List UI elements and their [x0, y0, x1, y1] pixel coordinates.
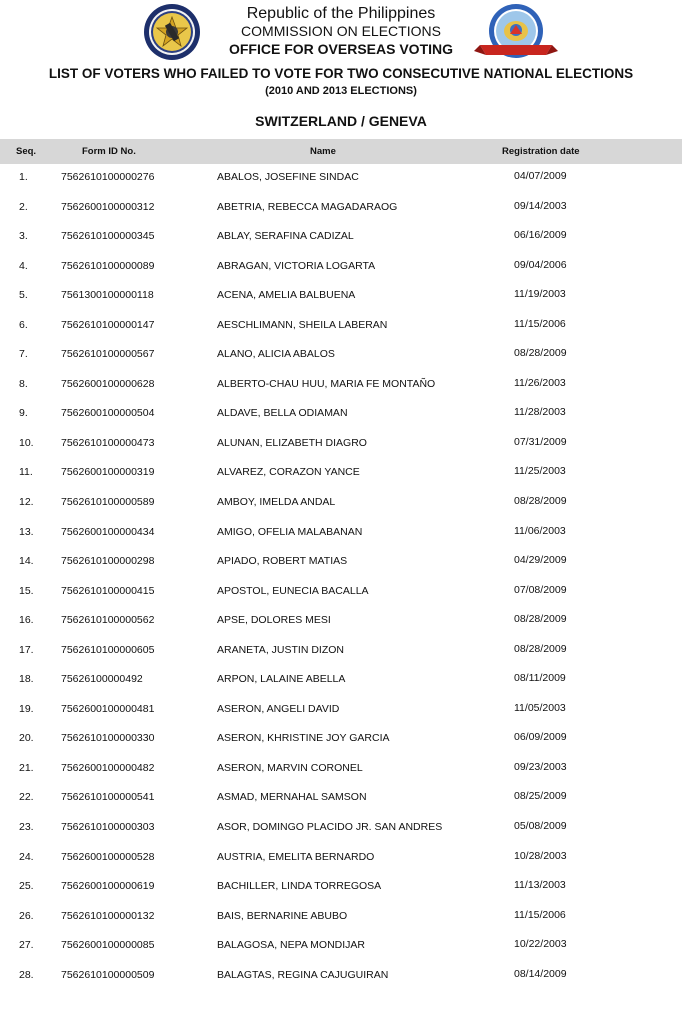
form-id-cell: 7562600100000528 [61, 850, 155, 863]
registration-date-cell: 06/09/2009 [514, 731, 567, 744]
registration-date-cell: 08/28/2009 [514, 495, 567, 508]
seq-cell: 7. [19, 348, 28, 361]
table-header [0, 139, 682, 164]
table-row [0, 814, 682, 844]
name-cell: ABALOS, JOSEFINE SINDAC [217, 171, 359, 183]
name-cell: ARPON, LALAINE ABELLA [217, 673, 346, 686]
registration-date-cell: 08/11/2009 [514, 672, 566, 685]
table-row [0, 282, 682, 312]
table-row [0, 489, 682, 519]
table-row [0, 696, 682, 726]
table-row [0, 223, 682, 253]
name-cell: AUSTRIA, EMELITA BERNARDO [217, 850, 375, 863]
table-row [0, 844, 682, 874]
organization-block [200, 4, 482, 58]
table-row [0, 607, 682, 637]
location-heading: SWITZERLAND / GENEVA [255, 113, 427, 129]
seq-cell: 11. [19, 466, 33, 479]
form-id-cell: 7562600100000319 [61, 466, 155, 479]
name-cell: ABLAY, SERAFINA CADIZAL [217, 230, 354, 243]
table-row [0, 903, 682, 933]
table-row [0, 725, 682, 755]
table-row [0, 548, 682, 578]
seq-cell: 3. [19, 230, 28, 243]
registration-date-cell: 11/15/2006 [514, 317, 566, 330]
table-row [0, 666, 682, 696]
registration-date-cell: 08/14/2009 [514, 967, 567, 980]
name-cell: BAIS, BERNARINE ABUBO [217, 909, 348, 922]
name-cell: APSE, DOLORES MESI [217, 614, 331, 627]
name-cell: AESCHLIMANN, SHEILA LABERAN [217, 318, 388, 331]
seq-cell: 27. [19, 939, 34, 952]
form-id-cell: 7561300100000118 [61, 289, 154, 302]
form-id-cell: 7562610100000330 [61, 732, 155, 745]
seq-cell: 21. [19, 761, 34, 774]
voter-table-body [0, 164, 682, 991]
form-id-cell: 7562610100000541 [61, 791, 155, 804]
seq-cell: 10. [19, 436, 34, 449]
registration-date-cell: 11/15/2006 [514, 908, 566, 921]
registration-date-cell: 09/04/2006 [514, 258, 567, 271]
name-cell: ARANETA, JUSTIN DIZON [217, 643, 344, 656]
registration-date-cell: 11/25/2003 [514, 465, 566, 478]
name-cell: AMBOY, IMELDA ANDAL [217, 496, 336, 509]
registration-date-cell: 08/28/2009 [514, 613, 567, 626]
registration-date-cell: 04/29/2009 [514, 554, 567, 567]
seq-cell: 2. [19, 200, 28, 213]
form-id-cell: 7562600100000619 [61, 880, 155, 893]
document-subtitle: (2010 AND 2013 ELECTIONS) [265, 85, 417, 97]
table-row [0, 341, 682, 371]
name-cell: ALANO, ALICIA ABALOS [217, 348, 335, 361]
oov-seal-icon [474, 3, 558, 63]
seq-cell: 12. [19, 496, 34, 509]
seq-cell: 28. [19, 968, 34, 981]
form-id-cell: 7562610100000147 [61, 318, 155, 331]
name-cell: ABETRIA, REBECCA MAGADARAOG [217, 200, 398, 213]
seq-cell: 16. [19, 614, 34, 627]
form-id-cell: 7562610100000345 [61, 230, 155, 243]
form-id-cell: 7562610100000509 [61, 968, 155, 981]
seq-cell: 5. [19, 289, 28, 302]
table-row [0, 459, 682, 489]
registration-date-cell: 11/05/2003 [514, 701, 566, 714]
name-cell: ABRAGAN, VICTORIA LOGARTA [217, 259, 376, 272]
name-cell: ASOR, DOMINGO PLACIDO JR. SAN ANDRES [217, 821, 443, 834]
column-header-form-id: Form ID No. [82, 146, 136, 157]
column-header-seq: Seq. [16, 146, 37, 157]
name-cell: AMIGO, OFELIA MALABANAN [217, 525, 363, 538]
seq-cell: 8. [19, 377, 28, 390]
seq-cell: 18. [19, 673, 34, 686]
seq-cell: 4. [19, 259, 28, 272]
seq-cell: 19. [19, 702, 34, 715]
form-id-cell: 7562610100000473 [61, 436, 155, 449]
column-header-name: Name [310, 146, 336, 157]
form-id-cell: 7562600100000312 [61, 200, 155, 213]
registration-date-cell: 07/08/2009 [514, 583, 567, 596]
name-cell: APIADO, ROBERT MATIAS [217, 555, 348, 568]
form-id-cell: 7562610100000589 [61, 496, 155, 509]
form-id-cell: 7562610100000276 [61, 171, 155, 183]
registration-date-cell: 10/22/2003 [514, 938, 567, 951]
registration-date-cell: 10/28/2003 [514, 849, 567, 862]
name-cell: ALDAVE, BELLA ODIAMAN [217, 407, 348, 420]
seq-cell: 22. [19, 791, 34, 804]
name-cell: ALVAREZ, CORAZON YANCE [217, 466, 360, 479]
form-id-cell: 7562600100000085 [61, 939, 155, 952]
form-id-cell: 75626100000492 [61, 673, 143, 686]
table-row [0, 755, 682, 785]
seq-cell: 26. [19, 909, 34, 922]
table-row [0, 164, 682, 194]
document-title: LIST OF VOTERS WHO FAILED TO VOTE FOR TWO CONSECUTIVE NATIONAL ELECTIONS [48, 66, 634, 81]
name-cell: APOSTOL, EUNECIA BACALLA [217, 584, 369, 597]
registration-date-cell: 09/14/2003 [514, 199, 567, 212]
comelec-seal-icon [143, 3, 201, 61]
registration-date-cell: 05/08/2009 [514, 820, 567, 833]
name-cell: ASERON, MARVIN CORONEL [217, 761, 363, 774]
name-cell: BALAGOSA, NEPA MONDIJAR [217, 939, 366, 952]
registration-date-cell: 11/28/2003 [514, 406, 566, 419]
table-row [0, 253, 682, 283]
registration-date-cell: 07/31/2009 [514, 435, 567, 448]
seq-cell: 17. [19, 643, 34, 656]
name-cell: ALBERTO-CHAU HUU, MARIA FE MONTAÑO [217, 377, 436, 390]
table-row [0, 519, 682, 549]
republic-line: Republic of the Philippines [246, 5, 436, 22]
table-row [0, 194, 682, 224]
form-id-cell: 7562600100000504 [61, 407, 155, 420]
form-id-cell: 7562600100000482 [61, 761, 155, 774]
registration-date-cell: 11/19/2003 [514, 288, 566, 301]
seq-cell: 13. [19, 525, 34, 538]
name-cell: ASMAD, MERNAHAL SAMSON [217, 791, 367, 804]
registration-date-cell: 08/28/2009 [514, 642, 567, 655]
table-row [0, 637, 682, 667]
registration-date-cell: 09/23/2003 [514, 760, 567, 773]
name-cell: ASERON, ANGELI DAVID [217, 702, 340, 715]
table-row [0, 784, 682, 814]
form-id-cell: 7562610100000132 [61, 909, 155, 922]
seq-cell: 1. [19, 171, 28, 183]
registration-date-cell: 11/13/2003 [514, 879, 566, 892]
name-cell: ASERON, KHRISTINE JOY GARCIA [217, 732, 390, 745]
seq-cell: 24. [19, 850, 34, 863]
form-id-cell: 7562600100000481 [61, 702, 155, 715]
form-id-cell: 7562610100000298 [61, 555, 155, 568]
name-cell: BALAGTAS, REGINA CAJUGUIRAN [217, 968, 389, 981]
table-row [0, 578, 682, 608]
table-row [0, 312, 682, 342]
registration-date-cell: 11/06/2003 [514, 524, 566, 537]
form-id-cell: 7562610100000562 [61, 614, 155, 627]
name-cell: BACHILLER, LINDA TORREGOSA [217, 880, 382, 893]
document-header [0, 0, 682, 136]
seq-cell: 14. [19, 555, 34, 568]
table-row [0, 932, 682, 962]
office-line: OFFICE FOR OVERSEAS VOTING [228, 41, 454, 57]
seq-cell: 9. [19, 407, 28, 420]
name-cell: ALUNAN, ELIZABETH DIAGRO [217, 436, 367, 449]
form-id-cell: 7562610100000415 [61, 584, 155, 597]
table-row [0, 430, 682, 460]
seq-cell: 6. [19, 318, 28, 331]
registration-date-cell: 08/28/2009 [514, 347, 567, 360]
table-row [0, 371, 682, 401]
form-id-cell: 7562610100000303 [61, 821, 155, 834]
column-header-registration-date: Registration date [502, 146, 580, 157]
registration-date-cell: 06/16/2009 [514, 229, 567, 242]
name-cell: ACENA, AMELIA BALBUENA [217, 289, 356, 302]
table-row [0, 873, 682, 903]
table-row [0, 962, 682, 992]
form-id-cell: 7562600100000628 [61, 377, 155, 390]
seq-cell: 20. [19, 732, 34, 745]
registration-date-cell: 04/07/2009 [514, 170, 567, 182]
form-id-cell: 7562610100000605 [61, 643, 155, 656]
form-id-cell: 7562600100000434 [61, 525, 155, 538]
commission-line: COMMISSION ON ELECTIONS [241, 23, 441, 39]
seq-cell: 15. [19, 584, 34, 597]
seq-cell: 25. [19, 880, 34, 893]
registration-date-cell: 08/25/2009 [514, 790, 567, 803]
table-row [0, 400, 682, 430]
form-id-cell: 7562610100000089 [61, 259, 155, 272]
form-id-cell: 7562610100000567 [61, 348, 155, 361]
registration-date-cell: 11/26/2003 [514, 376, 566, 389]
seq-cell: 23. [19, 821, 34, 834]
